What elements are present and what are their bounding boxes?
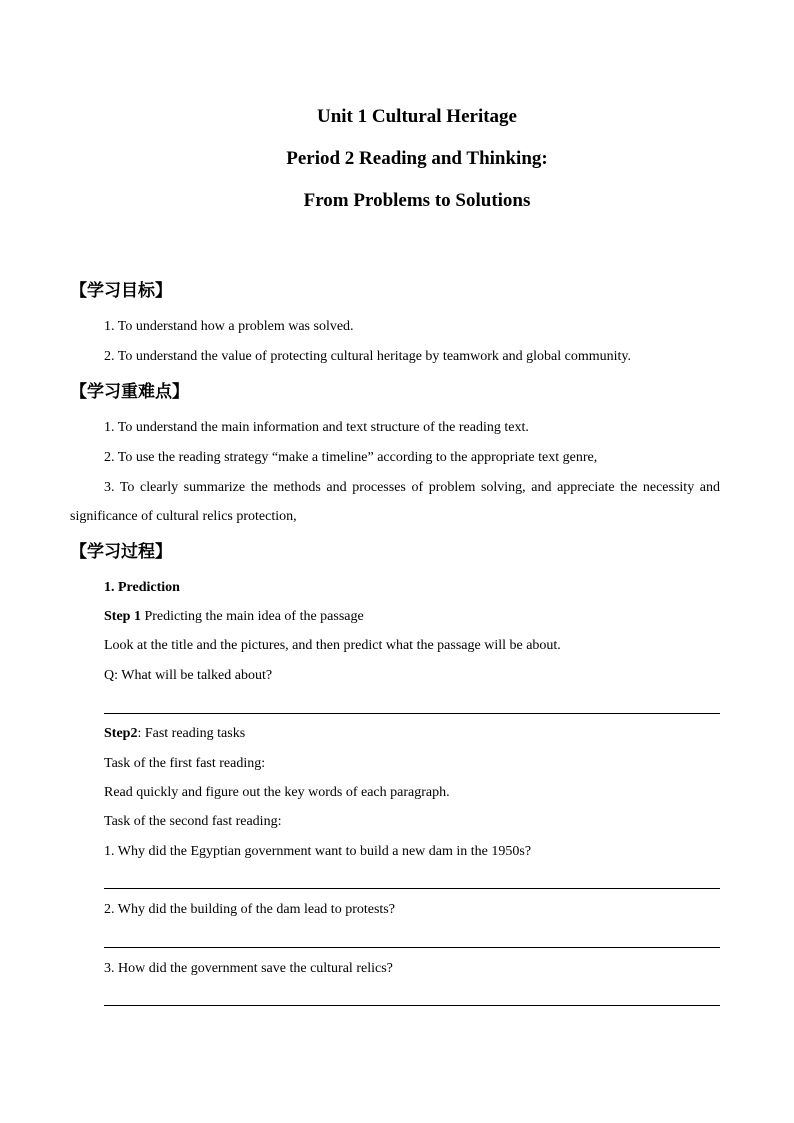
process-heading: 【学习过程】	[70, 542, 172, 562]
step1-line	[104, 609, 364, 625]
key-point-item: 2. To use the reading strategy “make a timeline” according to the appropriate text genre,	[104, 450, 598, 465]
step1-label: Step 1	[104, 609, 141, 624]
objective-item: 2. To understand the value of protecting cultural heritage by teamwork and global community.	[104, 349, 631, 364]
objectives-heading: 【学习目标】	[70, 281, 172, 301]
step2-line	[104, 726, 245, 742]
step2-label: Step2	[104, 726, 138, 741]
period-title: Period 2 Reading and Thinking:	[286, 148, 548, 169]
step2-text: : Fast reading tasks	[137, 726, 246, 741]
task1-title: Task of the first fast reading:	[104, 756, 266, 771]
lesson-subtitle: From Problems to Solutions	[303, 190, 531, 211]
answer-line[interactable]	[104, 947, 720, 948]
task2-title: Task of the second fast reading:	[104, 814, 282, 829]
step1-instruction: Look at the title and the pictures, and then predict what the passage will be about.	[104, 638, 561, 653]
step1-text: Predicting the main idea of the passage	[140, 609, 364, 624]
step1-question: Q: What will be talked about?	[104, 668, 273, 683]
question-item: 1. Why did the Egyptian government want to build a new dam in the 1950s?	[104, 844, 532, 859]
answer-line[interactable]	[104, 713, 720, 714]
section-prediction-title: 1. Prediction	[104, 580, 180, 595]
task1-instruction: Read quickly and figure out the key words of each paragraph.	[104, 785, 450, 800]
answer-line[interactable]	[104, 1005, 720, 1006]
key-points-heading: 【学习重难点】	[70, 382, 189, 402]
unit-title: Unit 1 Cultural Heritage	[316, 106, 517, 127]
key-point-item: 3. To clearly summarize the methods and processes of problem solving, and appreciate the necessity and significance of cultural relics protection,	[70, 480, 720, 524]
question-item: 3. How did the government save the cultural relics?	[104, 961, 393, 976]
key-point-item: 1. To understand the main information and text structure of the reading text.	[104, 420, 529, 435]
question-item: 2. Why did the building of the dam lead to protests?	[104, 902, 395, 917]
objective-item: 1. To understand how a problem was solved.	[104, 319, 354, 334]
answer-line[interactable]	[104, 888, 720, 889]
